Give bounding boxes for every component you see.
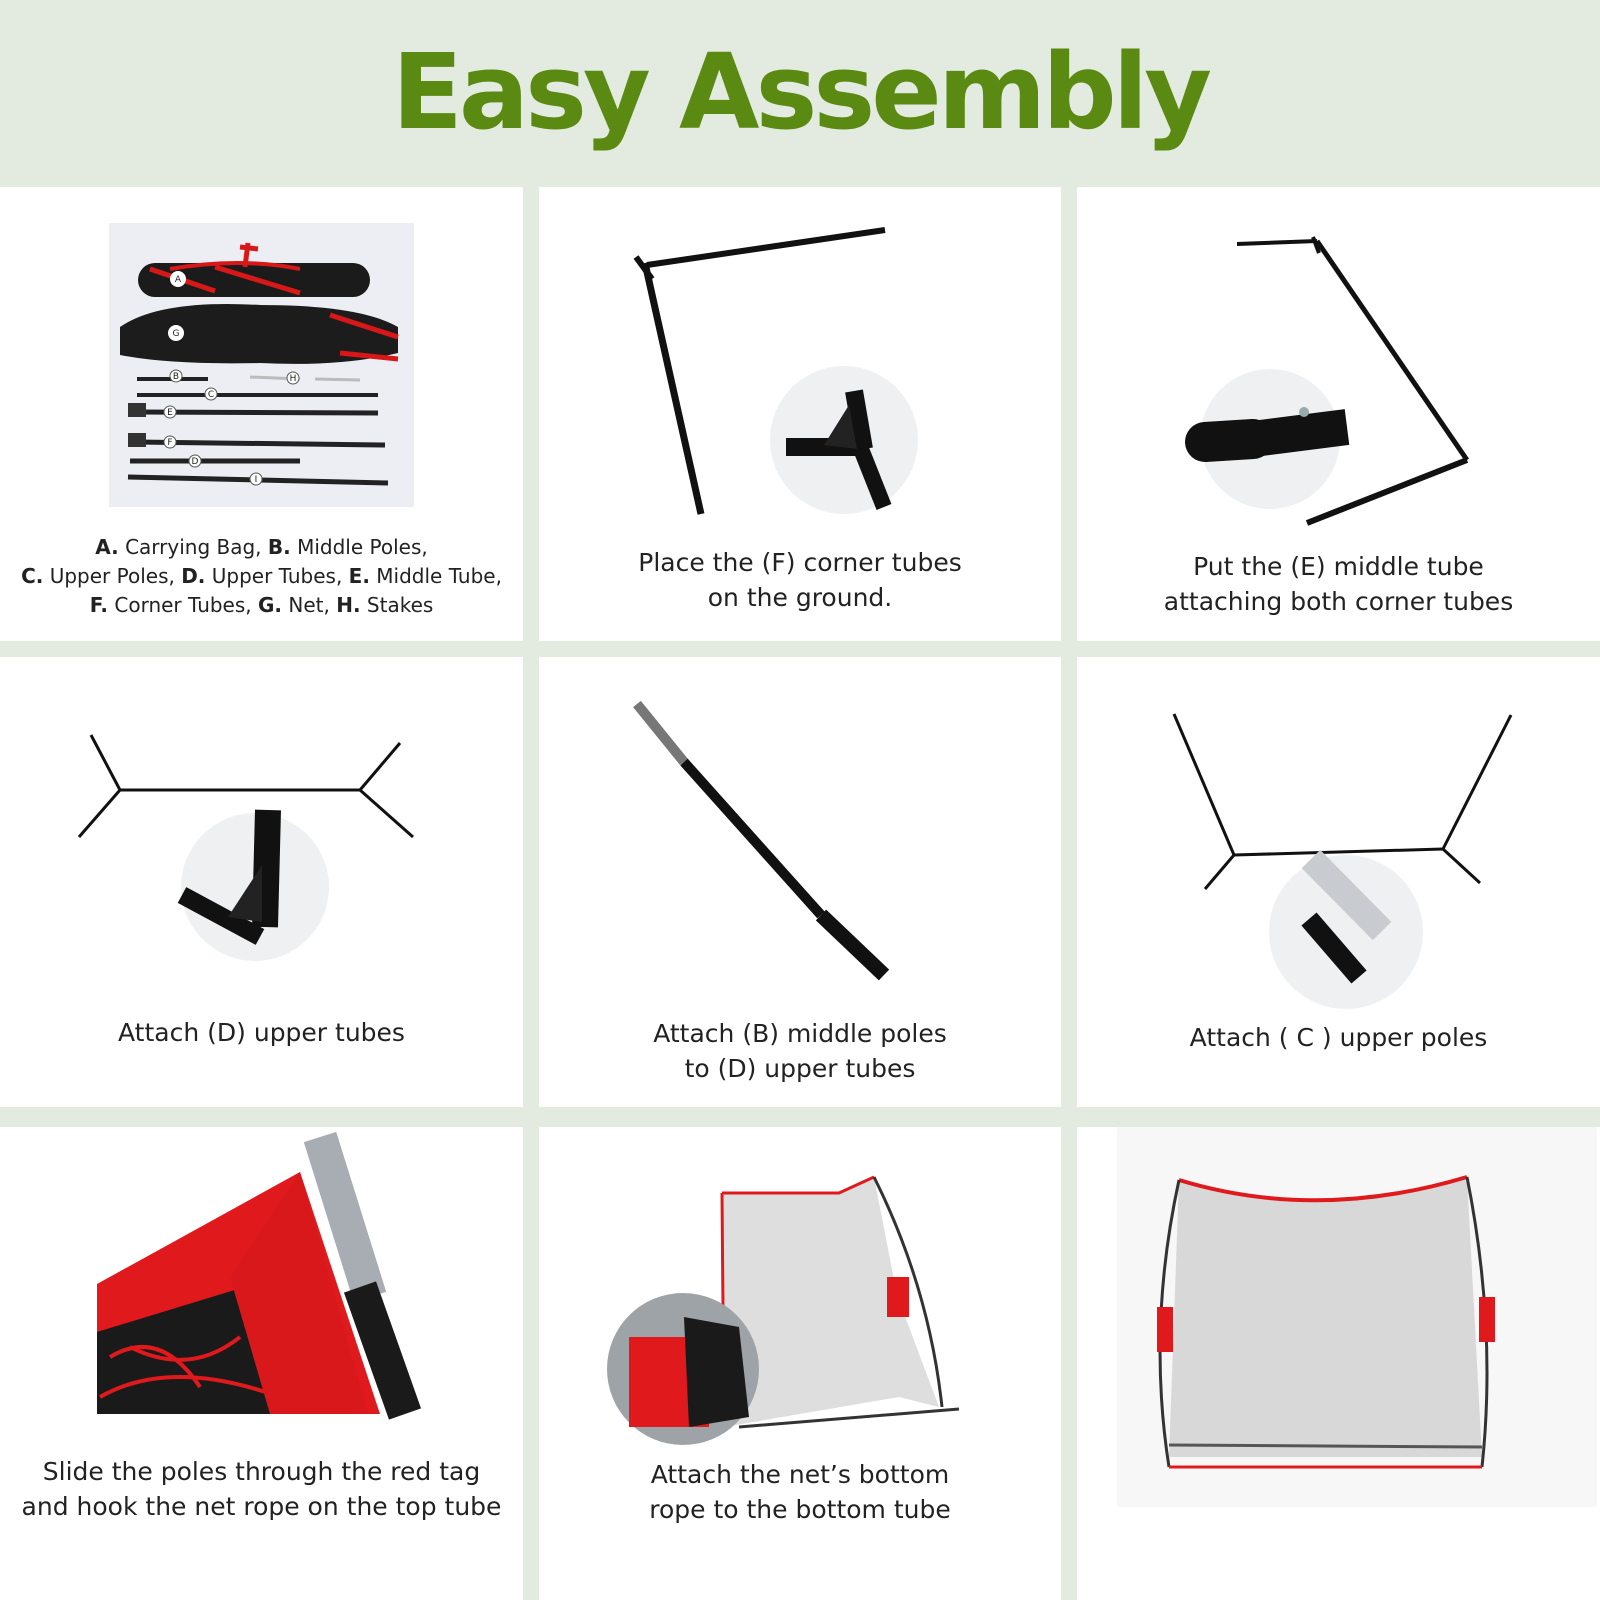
step-6-caption: Attach ( C ) upper poles <box>1189 1023 1488 1052</box>
finished-net-photo <box>1077 1127 1600 1600</box>
step-4-caption: Attach (D) upper tubes <box>118 1018 405 1047</box>
step-9 <box>1077 1127 1600 1600</box>
step-5 <box>539 657 1061 1107</box>
photo-label-h: H <box>289 374 297 384</box>
step-2-caption: Place the (F) corner tubes on the ground. <box>638 548 962 612</box>
step-3-caption: Put the (E) middle tube attaching both corner tubes <box>1163 552 1514 616</box>
photo-label-d: D <box>191 457 199 467</box>
photo-label-g: G <box>172 329 180 339</box>
photo-label-f: F <box>167 438 173 448</box>
step-7 <box>0 1127 523 1600</box>
step-4 <box>0 657 523 1107</box>
header <box>0 0 1600 186</box>
parts-legend: A. Carrying Bag, B. Middle Poles, C. Upper Poles, D. Upper Tubes, E. Middle Tube, F. Corner Tubes, G. Net, H. Stakes <box>21 535 502 617</box>
photo-label-b: B <box>172 372 180 382</box>
photo-label-e: E <box>167 408 173 418</box>
page-title: Easy Assembly <box>391 31 1209 153</box>
red-tag-photo <box>0 1127 523 1600</box>
photo-label-a: A <box>174 275 182 285</box>
step-6 <box>1077 657 1600 1107</box>
photo-label-i: I <box>254 475 258 485</box>
bottom-rope-photo <box>539 1127 1061 1600</box>
step-5-caption: Attach (B) middle poles to (D) upper tubes <box>653 1019 947 1083</box>
step-3 <box>1077 187 1600 641</box>
step-8-caption: Attach the net’s bottom rope to the bottom tube <box>649 1460 951 1524</box>
step-7-caption: Slide the poles through the red tag and hook the net rope on the top tube <box>21 1457 502 1521</box>
photo-label-c: C <box>207 390 215 400</box>
step-2 <box>539 187 1061 641</box>
step-8 <box>539 1127 1061 1600</box>
step-1-parts <box>0 187 523 641</box>
